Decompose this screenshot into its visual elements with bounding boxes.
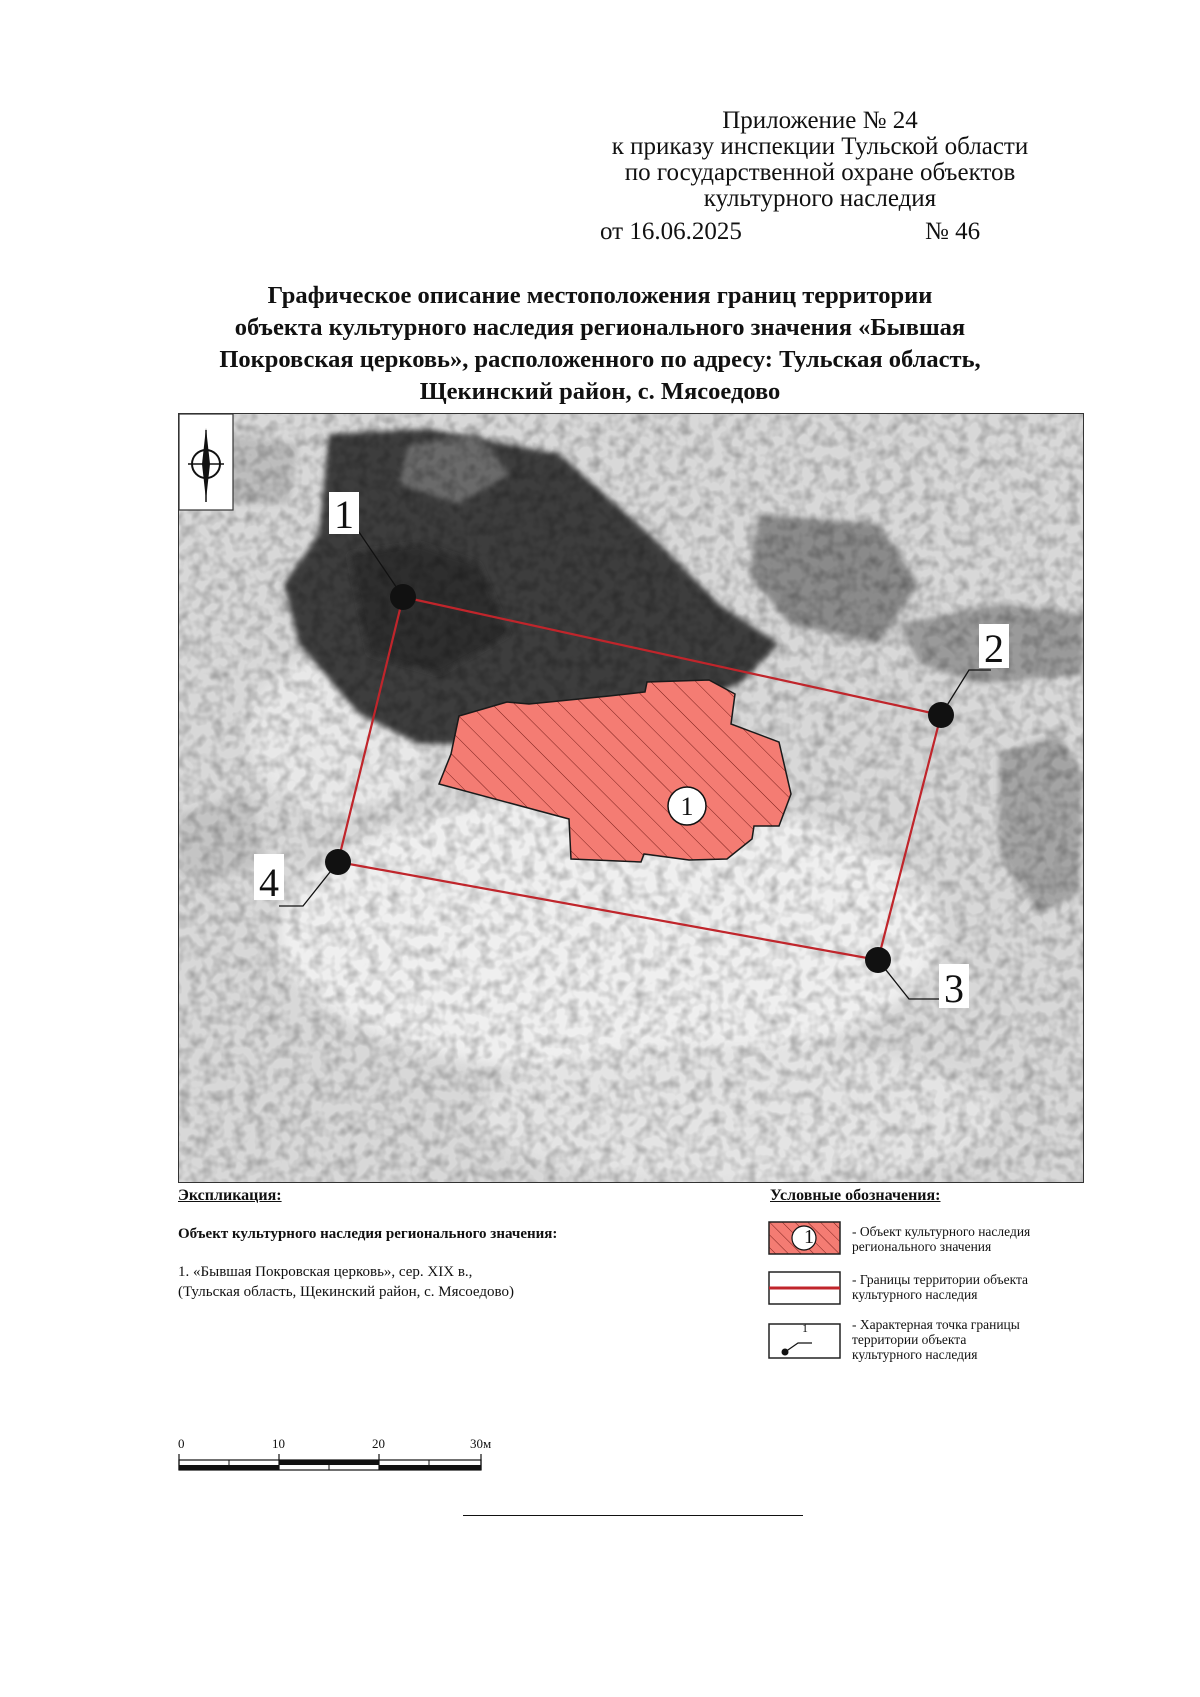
legend-object-text [852,1224,1082,1254]
explication-heading: Экспликация: [178,1187,282,1204]
explication-subheading: Объект культурного наследия регионального значения: [178,1226,558,1242]
order-date: от 16.06.2025 [600,218,742,245]
scale-bar [178,1452,482,1479]
order-number: № 46 [925,218,981,245]
title-line-2: объекта культурного наследия регионального значения «Бывшая [234,314,966,341]
map-frame [178,413,1084,1183]
legend-point-line-3: культурного наследия [852,1347,978,1362]
object-number-label: 1 [680,792,694,821]
point-label-2: 2 [984,626,1004,671]
bottom-rule [463,1515,803,1516]
legend-point-text [852,1317,1082,1362]
appendix-authority-line: по государственной охране объектов [624,159,1016,186]
legend-point-symbol-label: 1 [802,1321,808,1335]
legend-boundary-symbol [768,1271,841,1310]
legend-object-line-2: регионального значения [852,1239,992,1254]
point-label-3: 3 [944,966,964,1011]
title-line-4: Щекинский район, с. Мясоедово [419,378,781,405]
legend-boundary-text [852,1272,1082,1302]
map-canvas [179,414,1083,1182]
boundary-point-2 [928,702,954,728]
title-line-3: Покровская церковь», расположенного по адресу: Тульская область, [219,346,981,373]
point-label-4: 4 [259,860,279,905]
legend-point-line-2: территории объекта [852,1332,967,1347]
explication-item-line-1: 1. «Бывшая Покровская церковь», сер. XIX в., [178,1264,473,1280]
scale-label-0: 0 [178,1436,185,1451]
boundary-point-1 [390,584,416,610]
appendix-header [560,108,1080,212]
scale-label-20: 20 [372,1436,385,1451]
legend-object-line-1: - Объект культурного наследия [852,1224,1031,1239]
appendix-heritage-line: культурного наследия [703,185,937,212]
explication-item-line-2: (Тульская область, Щекинский район, с. Мясоедово) [178,1284,514,1300]
point-label-1: 1 [334,492,354,537]
legend-heading: Условные обозначения: [770,1187,941,1204]
boundary-point-3 [865,947,891,973]
appendix-title: Приложение № 24 [722,107,918,134]
scale-label-30: 30м [470,1436,492,1451]
north-arrow-icon [179,414,233,510]
legend-boundary-line-2: культурного наследия [852,1287,978,1302]
title-line-1: Графическое описание местоположения границ территории [267,282,933,309]
boundary-point-4 [325,849,351,875]
legend-object-symbol-label: 1 [804,1226,814,1248]
scale-label-10: 10 [272,1436,285,1451]
document-title [130,280,1070,408]
appendix-order-line: к приказу инспекции Тульской области [611,133,1029,160]
legend-boundary-line-1: - Границы территории объекта [852,1272,1029,1287]
legend-point-line-1: - Характерная точка границы [852,1317,1020,1332]
